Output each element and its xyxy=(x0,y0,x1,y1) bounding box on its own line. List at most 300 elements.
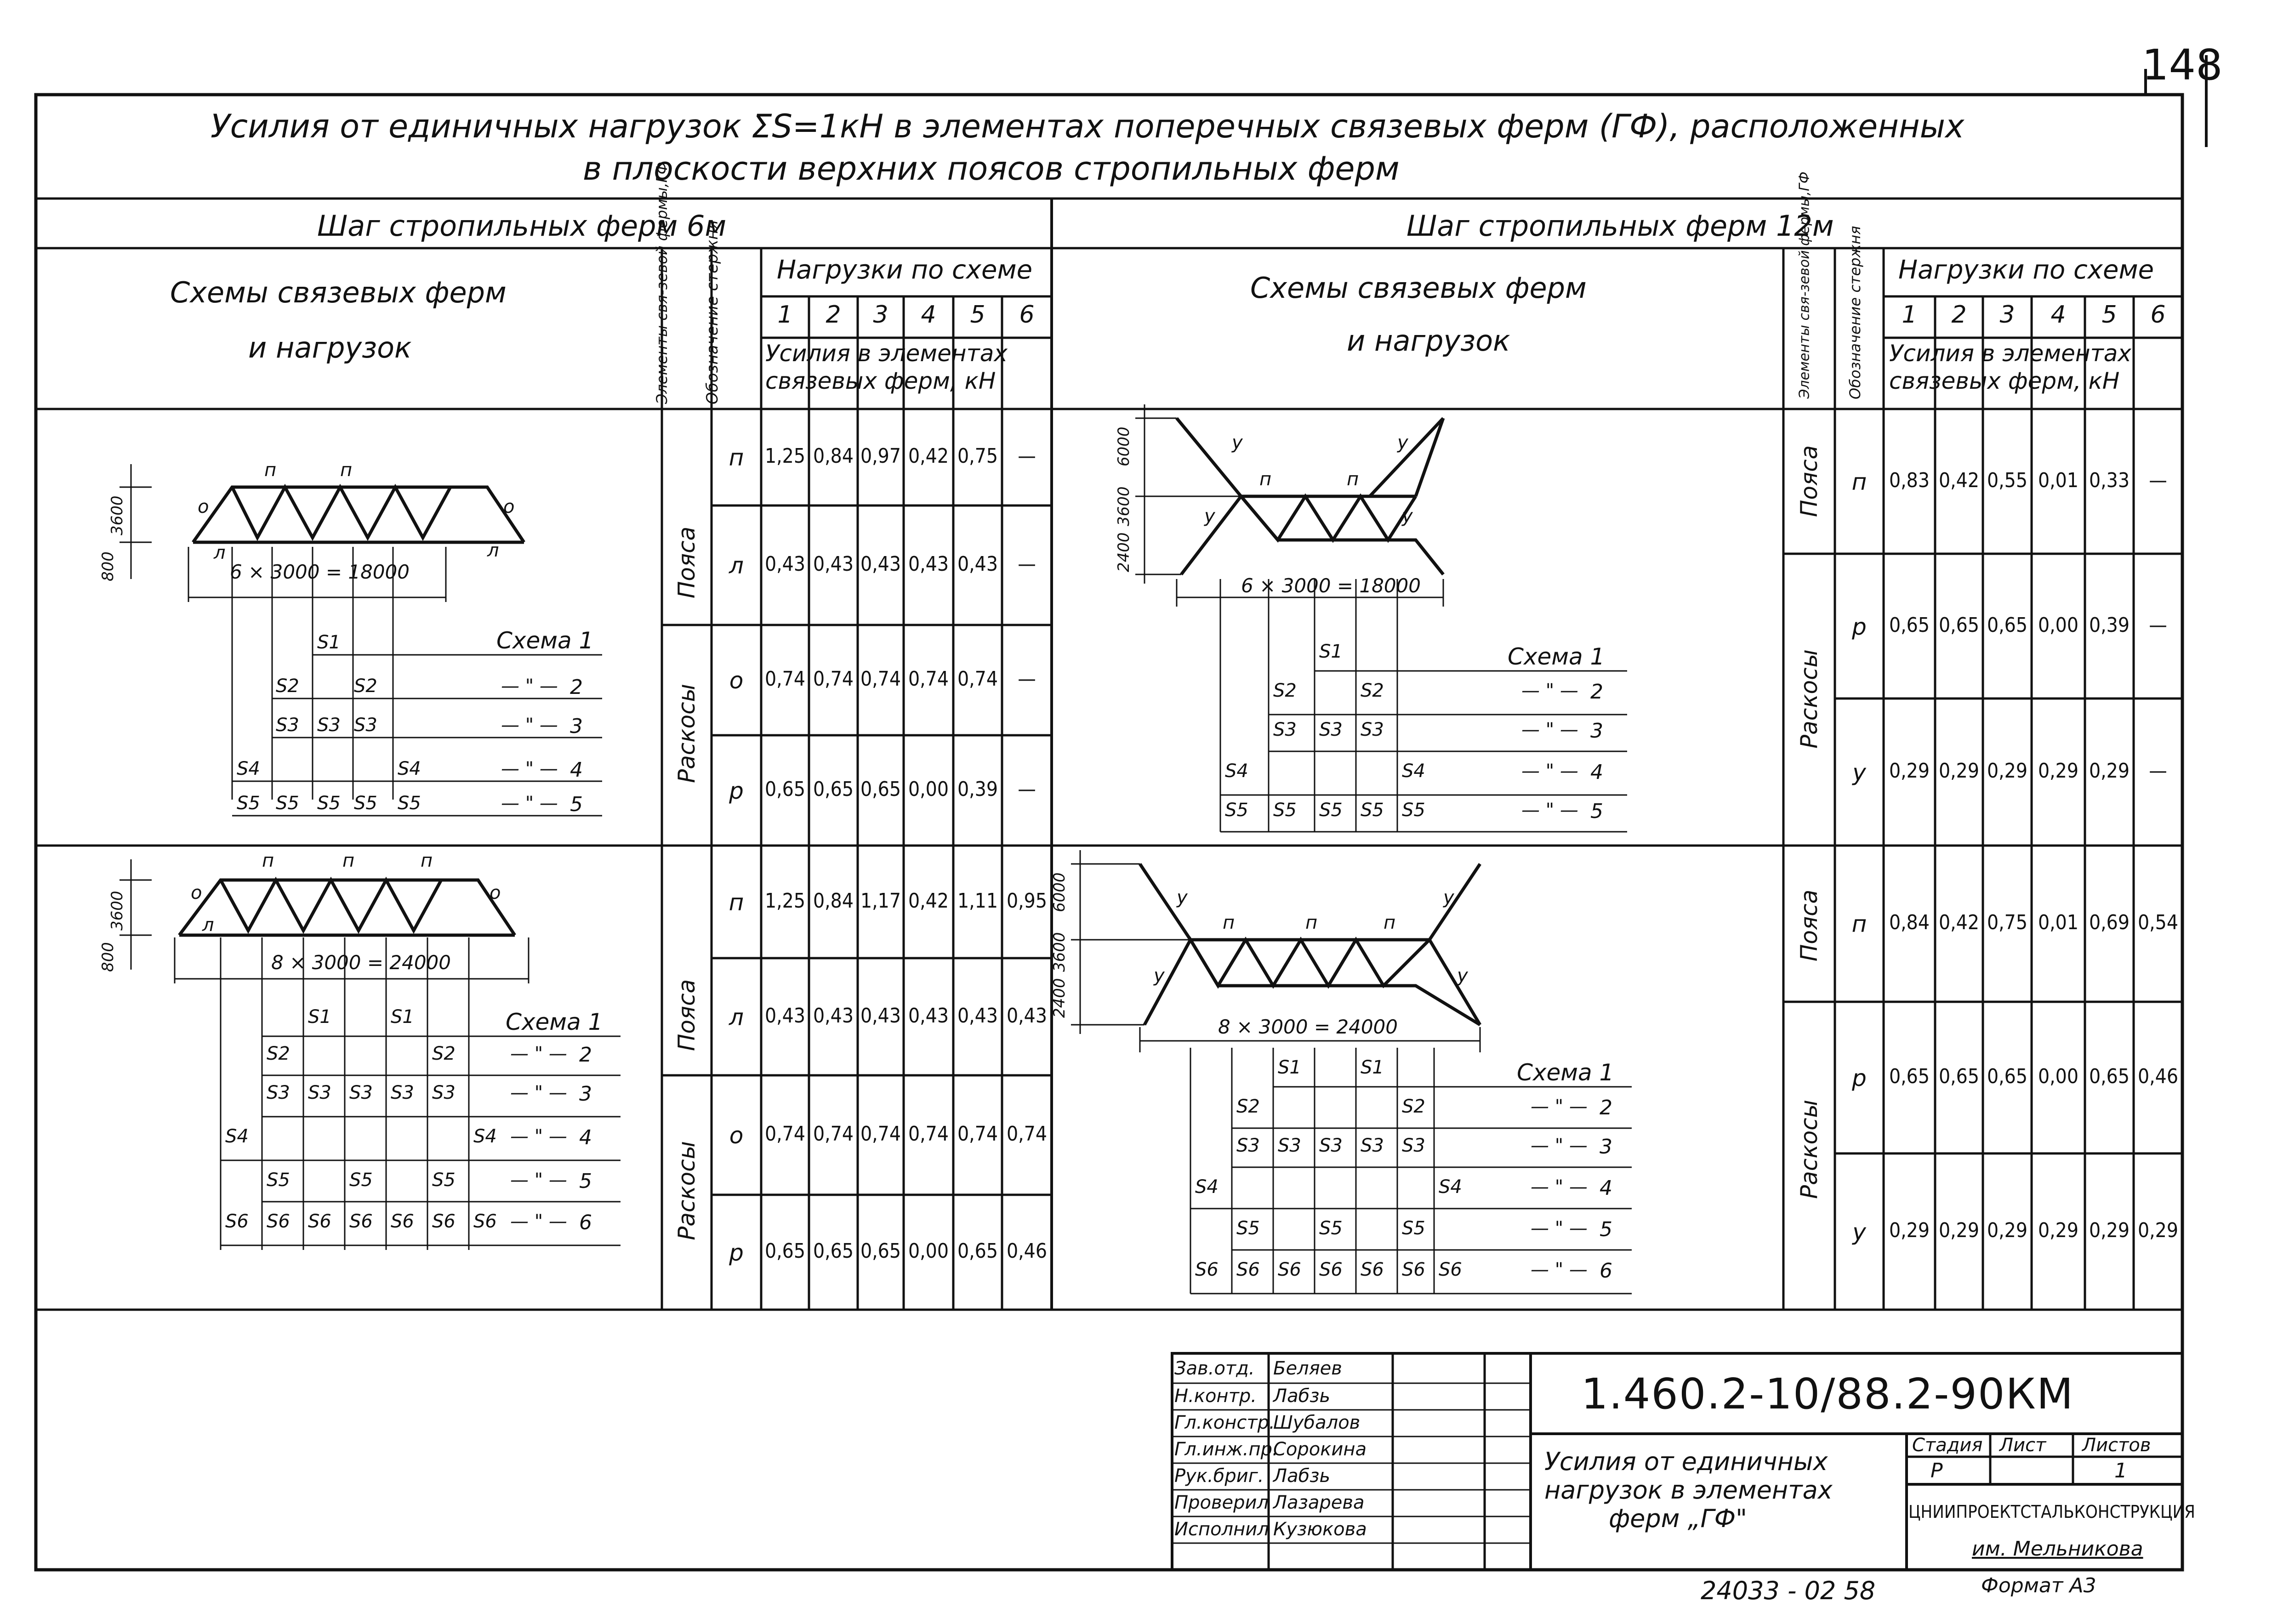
efforts-header-left-2: связевых ферм, кН xyxy=(765,368,996,394)
section-left-title: Шаг стропильных ферм 6м xyxy=(317,209,727,243)
load-label-s3: S3 xyxy=(267,1082,290,1103)
load-col-3: 3 xyxy=(1999,301,2015,329)
scheme-number: 2 xyxy=(1590,680,1603,704)
member-label: о xyxy=(490,882,501,903)
load-label-s4: S4 xyxy=(1402,761,1425,782)
load-label-s1: S1 xyxy=(308,1006,331,1028)
value-cell: 0,39 xyxy=(957,778,998,801)
value-cell: — xyxy=(2149,613,2167,637)
value-cell: 0,43 xyxy=(813,1004,854,1028)
value-cell: 0,74 xyxy=(860,667,901,691)
stamp-description xyxy=(1544,1448,1833,1533)
member-label: о xyxy=(198,496,209,517)
rod-cell: п xyxy=(729,444,744,471)
load-col-2: 2 xyxy=(1951,301,1967,329)
loads-header-right: Нагрузки по схеме xyxy=(1898,255,2154,285)
member-label: л xyxy=(202,914,214,936)
d1-span: 6 × 3000 = 18000 xyxy=(230,561,410,583)
stamp-name: Лазарева xyxy=(1273,1492,1365,1513)
value-cell: — xyxy=(2149,759,2167,783)
group-belts-right-1: Пояса xyxy=(1796,445,1822,517)
value-cell: 0,65 xyxy=(813,778,854,801)
member-label: п xyxy=(342,850,355,871)
load-label-s4: S4 xyxy=(1225,761,1248,782)
value-cell: 0,43 xyxy=(860,552,901,576)
load-label-s1: S1 xyxy=(1278,1057,1301,1078)
stamp-name: Беляев xyxy=(1273,1358,1342,1379)
rod-cell: о xyxy=(729,667,744,694)
group-belts-right-2: Пояса xyxy=(1796,889,1822,962)
load-label-s5: S5 xyxy=(1225,800,1248,821)
scheme-number: 6 xyxy=(579,1211,592,1234)
value-cell: 0,65 xyxy=(1889,1065,1930,1088)
group-braces-right-2: Раскосы xyxy=(1796,1099,1822,1199)
value-cell: 0,65 xyxy=(860,1239,901,1263)
load-label-s5: S5 xyxy=(1361,800,1384,821)
value-cell: 0,54 xyxy=(2137,911,2179,934)
load-label-s3: S3 xyxy=(349,1082,373,1103)
load-label-s6: S6 xyxy=(225,1211,249,1232)
value-cell: 1,11 xyxy=(957,889,998,913)
value-cell: — xyxy=(1018,778,1036,801)
value-cell: — xyxy=(1018,552,1036,576)
rod-cell: п xyxy=(1851,468,1867,495)
schemes-header-left-2: и нагрузок xyxy=(248,331,412,364)
value-cell: 0,43 xyxy=(764,1004,806,1028)
scheme-number: 3 xyxy=(1590,719,1603,743)
ditto-mark: — " — xyxy=(510,1082,567,1103)
load-label-s5: S5 xyxy=(237,793,260,814)
member-label: у xyxy=(1457,965,1468,986)
value-cell: 0,42 xyxy=(1938,911,1980,934)
load-label-s6: S6 xyxy=(473,1211,497,1232)
value-cell: 0,29 xyxy=(1938,759,1980,783)
stamp-name: Лабзь xyxy=(1273,1465,1331,1487)
efforts-header-left-1: Усилия в элементах xyxy=(765,340,1008,367)
load-label-s3: S3 xyxy=(1361,719,1384,740)
sheet-header: Лист xyxy=(1999,1435,2046,1456)
d4-dim-6000: 6000 xyxy=(1050,872,1069,912)
rod-cell: п xyxy=(1851,911,1867,937)
stamp-role: Н.контр. xyxy=(1174,1386,1257,1407)
load-label-s6: S6 xyxy=(432,1211,456,1232)
elements-header-left: Элементы свя-зевой фермы,ГФ xyxy=(653,162,671,404)
drawing-code: 1.460.2-10/88.2-90КМ xyxy=(1581,1369,2074,1419)
d3-scheme1: Схема 1 xyxy=(1508,643,1605,670)
scheme-number: 5 xyxy=(1600,1218,1612,1241)
ditto-mark: — " — xyxy=(1521,800,1578,821)
load-label-s3: S3 xyxy=(1402,1135,1425,1156)
ditto-mark: — " — xyxy=(1531,1259,1588,1280)
member-label: у xyxy=(1232,432,1243,453)
ditto-mark: — " — xyxy=(1521,761,1578,782)
value-cell: 0,74 xyxy=(764,667,806,691)
load-label-s2: S2 xyxy=(1273,680,1297,701)
scheme-number: 2 xyxy=(570,676,583,699)
sheets-value: 1 xyxy=(2114,1459,2127,1482)
member-label: у xyxy=(1397,432,1408,453)
d2-span: 8 × 3000 = 24000 xyxy=(271,951,451,974)
value-cell: 0,65 xyxy=(860,778,901,801)
value-cell: 0,29 xyxy=(1889,759,1930,783)
member-label: у xyxy=(1443,887,1454,908)
value-cell: 0,42 xyxy=(908,444,949,468)
load-col-3: 3 xyxy=(873,301,888,329)
efforts-header-right-1: Усилия в элементах xyxy=(1889,340,2131,367)
efforts-header-right-2: связевых ферм, кН xyxy=(1889,368,2120,394)
ditto-mark: — " — xyxy=(510,1043,567,1064)
ditto-mark: — " — xyxy=(501,793,558,814)
organization: ЦНИИПРОЕКТСТАЛЬКОНСТРУКЦИЯ xyxy=(1908,1502,2195,1522)
value-cell: 0,42 xyxy=(908,889,949,913)
ditto-mark: — " — xyxy=(1531,1218,1588,1239)
stage-value: Р xyxy=(1930,1459,1943,1482)
ditto-mark: — " — xyxy=(501,676,558,697)
scheme-number: 5 xyxy=(1590,800,1603,823)
ditto-mark: — " — xyxy=(1521,680,1578,701)
value-cell: 0,65 xyxy=(813,1239,854,1263)
value-cell: 0,46 xyxy=(2137,1065,2179,1088)
stamp-description-2: нагрузок в элементах xyxy=(1544,1476,1833,1505)
member-label: л xyxy=(487,540,499,561)
stamp-role: Исполнил xyxy=(1174,1519,1269,1540)
d3-dim-6000: 6000 xyxy=(1115,426,1133,466)
value-cell: 0,75 xyxy=(957,444,998,468)
value-cell: 0,74 xyxy=(1006,1122,1048,1146)
title-line-2: в плоскости верхних поясов стропильных ферм xyxy=(583,150,1400,187)
load-label-s1: S1 xyxy=(1319,641,1343,662)
value-cell: 0,74 xyxy=(813,667,854,691)
value-cell: 0,84 xyxy=(1889,911,1930,934)
page-number: 148 xyxy=(2142,40,2223,90)
value-cell: 0,65 xyxy=(1938,1065,1980,1088)
value-cell: 0,97 xyxy=(860,444,901,468)
load-col-6: 6 xyxy=(2150,301,2166,329)
rod-header-right: Обозначение стержня xyxy=(1846,226,1864,399)
value-cell: 0,65 xyxy=(764,778,806,801)
load-label-s6: S6 xyxy=(1319,1259,1343,1280)
value-cell: 0,83 xyxy=(1889,468,1930,492)
group-braces-left-1: Раскосы xyxy=(673,683,700,783)
value-cell: 0,65 xyxy=(1987,1065,2028,1088)
scheme-number: 4 xyxy=(1590,761,1603,784)
load-label-s2: S2 xyxy=(267,1043,290,1064)
value-cell: 0,29 xyxy=(1987,759,2028,783)
load-col-2: 2 xyxy=(826,301,841,329)
value-cell: 0,01 xyxy=(2038,911,2079,934)
stamp-name: Лабзь xyxy=(1273,1386,1331,1407)
d2-dim-800: 800 xyxy=(99,942,117,972)
value-cell: 0,43 xyxy=(908,552,949,576)
member-label: у xyxy=(1402,505,1413,527)
value-cell: 1,25 xyxy=(764,889,806,913)
scheme-number: 2 xyxy=(579,1043,592,1067)
member-label: п xyxy=(421,850,433,871)
group-belts-left-2: Пояса xyxy=(673,979,700,1051)
value-cell: — xyxy=(2149,468,2167,492)
value-cell: 0,43 xyxy=(957,1004,998,1028)
scheme-number: 3 xyxy=(570,715,583,738)
scheme-number: 4 xyxy=(1600,1176,1612,1200)
load-label-s1: S1 xyxy=(317,632,341,653)
rod-cell: л xyxy=(729,1004,744,1031)
rod-cell: р xyxy=(1852,1065,1867,1091)
load-label-s1: S1 xyxy=(391,1006,414,1028)
load-label-s5: S5 xyxy=(398,793,421,814)
load-label-s5: S5 xyxy=(1402,1218,1425,1239)
value-cell: 0,43 xyxy=(1006,1004,1048,1028)
load-label-s3: S3 xyxy=(1273,719,1297,740)
ditto-mark: — " — xyxy=(1531,1135,1588,1156)
ditto-mark: — " — xyxy=(501,758,558,779)
scheme-number: 4 xyxy=(579,1126,592,1149)
loads-header-left: Нагрузки по схеме xyxy=(777,255,1033,285)
member-label: п xyxy=(340,460,353,481)
d1-dim-3600: 3600 xyxy=(108,495,126,535)
member-label: п xyxy=(1347,469,1359,490)
value-cell: 0,65 xyxy=(2089,1065,2130,1088)
value-cell: — xyxy=(1018,444,1036,468)
value-cell: 0,01 xyxy=(2038,468,2079,492)
d4-span: 8 × 3000 = 24000 xyxy=(1218,1016,1398,1038)
stamp-description-1: Усилия от единичных xyxy=(1544,1447,1828,1476)
load-label-s5: S5 xyxy=(1236,1218,1260,1239)
value-cell: 0,69 xyxy=(2089,911,2130,934)
value-cell: 0,74 xyxy=(908,1122,949,1146)
elements-header-right: Элементы свя-зевой фермы,ГФ xyxy=(1796,171,1813,399)
load-label-s4: S4 xyxy=(1195,1176,1219,1198)
value-cell: 0,43 xyxy=(908,1004,949,1028)
load-label-s6: S6 xyxy=(1278,1259,1301,1280)
ditto-mark: — " — xyxy=(510,1126,567,1147)
value-cell: 0,46 xyxy=(1006,1239,1048,1263)
scheme-number: 6 xyxy=(1600,1259,1612,1283)
stamp-role: Рук.бриг. xyxy=(1174,1465,1264,1487)
member-label: о xyxy=(503,496,515,517)
load-label-s5: S5 xyxy=(354,793,377,814)
load-label-s5: S5 xyxy=(276,793,299,814)
load-col-4: 4 xyxy=(2050,301,2066,329)
rod-cell: п xyxy=(729,889,744,916)
rod-header-left: Обозначение стержня xyxy=(703,220,722,404)
load-label-s6: S6 xyxy=(1439,1259,1462,1280)
scheme-number: 5 xyxy=(579,1170,592,1193)
load-label-s3: S3 xyxy=(276,715,299,736)
load-label-s6: S6 xyxy=(308,1211,331,1232)
value-cell: 0,29 xyxy=(1987,1219,2028,1242)
load-label-s4: S4 xyxy=(225,1126,249,1147)
value-cell: 0,65 xyxy=(1987,613,2028,637)
schemes-header-left-1: Схемы связевых ферм xyxy=(170,276,507,309)
load-label-s5: S5 xyxy=(1402,800,1425,821)
value-cell: 0,00 xyxy=(908,1239,949,1263)
load-label-s5: S5 xyxy=(1319,1218,1343,1239)
value-cell: 0,42 xyxy=(1938,468,1980,492)
rod-cell: у xyxy=(1852,1219,1866,1245)
document-title xyxy=(36,94,2182,199)
load-label-s4: S4 xyxy=(398,758,421,779)
load-label-s4: S4 xyxy=(237,758,260,779)
scheme-number: 5 xyxy=(570,793,583,816)
load-label-s5: S5 xyxy=(349,1170,373,1191)
member-label: п xyxy=(262,850,274,871)
organization-sub: им. Мельникова xyxy=(1972,1537,2143,1561)
value-cell: 0,39 xyxy=(2089,613,2130,637)
load-label-s6: S6 xyxy=(1236,1259,1260,1280)
load-col-1: 1 xyxy=(777,301,793,329)
stamp-name: Сорокина xyxy=(1273,1439,1367,1460)
value-cell: 0,29 xyxy=(2038,759,2079,783)
value-cell: 1,17 xyxy=(860,889,901,913)
load-label-s2: S2 xyxy=(276,676,299,697)
value-cell: — xyxy=(1018,667,1036,691)
group-braces-left-2: Раскосы xyxy=(673,1141,700,1240)
value-cell: 0,55 xyxy=(1987,468,2028,492)
load-label-s5: S5 xyxy=(1273,800,1297,821)
ditto-mark: — " — xyxy=(1521,719,1578,740)
d2-scheme1: Схема 1 xyxy=(506,1009,603,1035)
stamp-role: Гл.инж.пр. xyxy=(1174,1439,1278,1460)
value-cell: 1,25 xyxy=(764,444,806,468)
member-label: п xyxy=(1223,912,1235,933)
member-label: у xyxy=(1154,965,1165,986)
load-label-s2: S2 xyxy=(354,676,377,697)
load-label-s3: S3 xyxy=(391,1082,414,1103)
d3-span: 6 × 3000 = 18000 xyxy=(1241,574,1421,597)
d4-scheme1: Схема 1 xyxy=(1517,1059,1614,1086)
value-cell: 0,65 xyxy=(957,1239,998,1263)
ditto-mark: — " — xyxy=(1531,1096,1588,1117)
load-label-s5: S5 xyxy=(267,1170,290,1191)
load-label-s4: S4 xyxy=(473,1126,497,1147)
load-label-s6: S6 xyxy=(1361,1259,1384,1280)
load-label-s6: S6 xyxy=(391,1211,414,1232)
ditto-mark: — " — xyxy=(510,1211,567,1232)
d4-dim-2400: 2400 xyxy=(1050,978,1069,1018)
d3-dim-3600: 3600 xyxy=(1115,486,1133,526)
value-cell: 0,43 xyxy=(860,1004,901,1028)
member-label: п xyxy=(1259,469,1272,490)
load-label-s3: S3 xyxy=(308,1082,331,1103)
value-cell: 0,65 xyxy=(764,1239,806,1263)
ditto-mark: — " — xyxy=(1531,1176,1588,1198)
load-label-s2: S2 xyxy=(1361,680,1384,701)
value-cell: 0,74 xyxy=(908,667,949,691)
schemes-header-right-2: и нагрузок xyxy=(1347,324,1510,358)
value-cell: 0,00 xyxy=(908,778,949,801)
load-label-s6: S6 xyxy=(349,1211,373,1232)
value-cell: 0,74 xyxy=(764,1122,806,1146)
sheets-header: Листов xyxy=(2082,1435,2151,1456)
value-cell: 0,29 xyxy=(2089,759,2130,783)
load-label-s5: S5 xyxy=(317,793,341,814)
load-col-4: 4 xyxy=(921,301,936,329)
load-label-s3: S3 xyxy=(354,715,377,736)
rod-cell: р xyxy=(729,778,744,804)
member-label: у xyxy=(1177,887,1188,908)
stamp-name: Шубалов xyxy=(1273,1412,1361,1433)
stamp-description-3: ферм „ГФ" xyxy=(1609,1504,1747,1533)
d1-dim-800: 800 xyxy=(99,551,117,581)
value-cell: 0,74 xyxy=(813,1122,854,1146)
load-label-s4: S4 xyxy=(1439,1176,1462,1198)
load-label-s6: S6 xyxy=(1402,1259,1425,1280)
load-label-s2: S2 xyxy=(1402,1096,1425,1117)
rod-cell: р xyxy=(1852,613,1867,640)
load-label-s3: S3 xyxy=(1319,719,1343,740)
stamp-role: Зав.отд. xyxy=(1174,1358,1255,1379)
title-line-1: Усилия от единичных нагрузок ΣS=1кН в элементах поперечных связевых ферм (ГФ), расположенных xyxy=(211,108,1964,145)
load-label-s6: S6 xyxy=(267,1211,290,1232)
value-cell: 0,65 xyxy=(1938,613,1980,637)
inventory-number: 24033 - 02 58 xyxy=(1701,1576,1876,1605)
member-label: л xyxy=(214,542,226,563)
value-cell: 0,84 xyxy=(813,889,854,913)
scheme-number: 3 xyxy=(579,1082,592,1106)
rod-cell: о xyxy=(729,1122,744,1149)
value-cell: 0,84 xyxy=(813,444,854,468)
value-cell: 0,95 xyxy=(1006,889,1048,913)
value-cell: 0,29 xyxy=(1938,1219,1980,1242)
scheme-number: 3 xyxy=(1600,1135,1612,1158)
load-label-s3: S3 xyxy=(432,1082,456,1103)
load-label-s3: S3 xyxy=(1278,1135,1301,1156)
load-col-1: 1 xyxy=(1902,301,1917,329)
load-col-5: 5 xyxy=(2101,301,2117,329)
section-right-title: Шаг стропильных ферм 12м xyxy=(1406,209,1834,243)
load-label-s3: S3 xyxy=(317,715,341,736)
d4-dim-3600: 3600 xyxy=(1050,932,1069,972)
load-label-s3: S3 xyxy=(1236,1135,1260,1156)
value-cell: 0,29 xyxy=(2137,1219,2179,1242)
schemes-header-right-1: Схемы связевых ферм xyxy=(1250,271,1587,305)
value-cell: 0,43 xyxy=(957,552,998,576)
load-col-6: 6 xyxy=(1019,301,1035,329)
ditto-mark: — " — xyxy=(501,715,558,736)
load-label-s5: S5 xyxy=(1319,800,1343,821)
member-label: п xyxy=(1384,912,1396,933)
ditto-mark: — " — xyxy=(510,1170,567,1191)
value-cell: 0,00 xyxy=(2038,613,2079,637)
value-cell: 0,74 xyxy=(860,1122,901,1146)
scheme-number: 2 xyxy=(1600,1096,1612,1119)
load-label-s5: S5 xyxy=(432,1170,456,1191)
value-cell: 0,75 xyxy=(1987,911,2028,934)
rod-cell: л xyxy=(729,552,744,579)
value-cell: 0,74 xyxy=(957,1122,998,1146)
load-label-s6: S6 xyxy=(1195,1259,1219,1280)
stamp-name: Кузюкова xyxy=(1273,1519,1367,1540)
load-label-s2: S2 xyxy=(1236,1096,1260,1117)
stamp-role: Проверил xyxy=(1174,1492,1269,1513)
value-cell: 0,43 xyxy=(813,552,854,576)
value-cell: 0,43 xyxy=(764,552,806,576)
value-cell: 0,65 xyxy=(1889,613,1930,637)
value-cell: 0,29 xyxy=(2038,1219,2079,1242)
d2-dim-3600: 3600 xyxy=(108,891,126,931)
d1-scheme1: Схема 1 xyxy=(496,627,594,654)
value-cell: 0,74 xyxy=(957,667,998,691)
format-label: Формат А3 xyxy=(1981,1574,2096,1597)
group-belts-left-1: Пояса xyxy=(673,526,700,599)
group-braces-right-1: Раскосы xyxy=(1796,649,1822,749)
member-label: п xyxy=(1305,912,1318,933)
scheme-number: 4 xyxy=(570,758,583,782)
load-col-5: 5 xyxy=(970,301,985,329)
load-label-s2: S2 xyxy=(432,1043,456,1064)
load-label-s3: S3 xyxy=(1319,1135,1343,1156)
member-label: о xyxy=(191,882,202,903)
